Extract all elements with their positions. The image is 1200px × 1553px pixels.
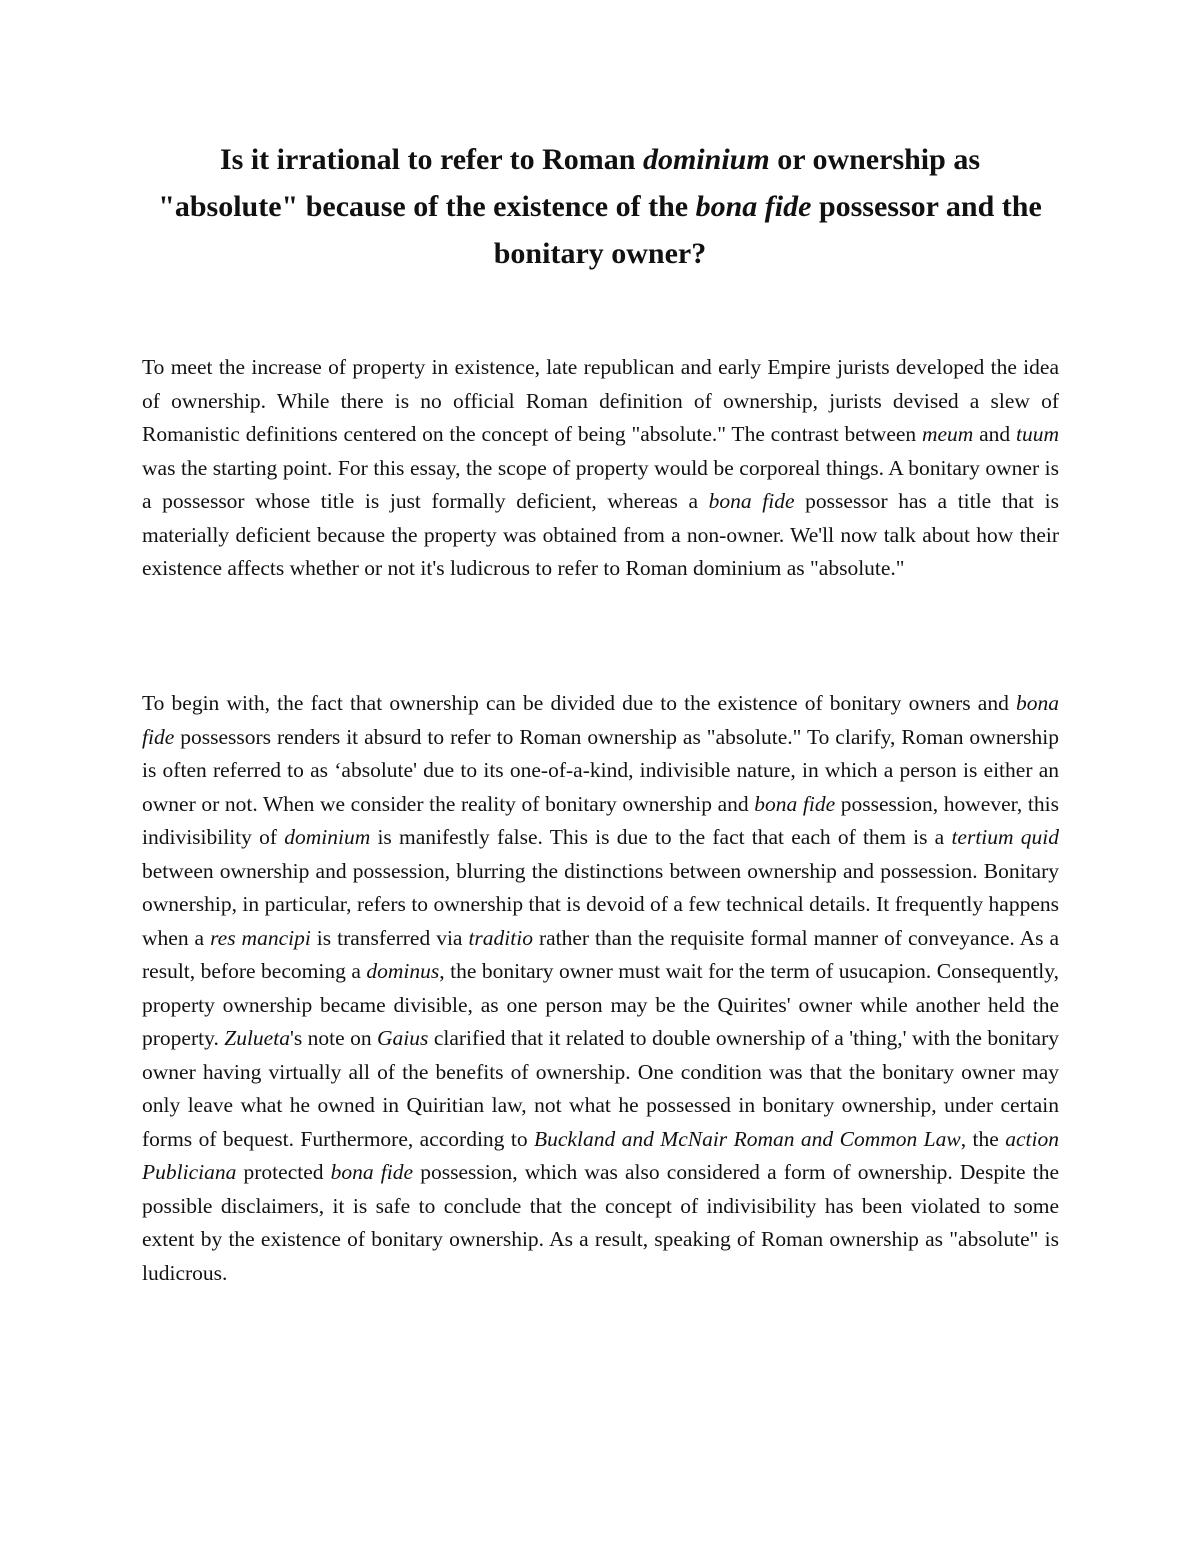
title-italic-term: bona fide <box>695 190 812 223</box>
italic-term: tertium quid <box>951 825 1059 849</box>
italic-term: dominium <box>284 825 371 849</box>
paragraph-text: possessor has a title that is materially deficient because the property was obtained from a non-owner. We'll now talk about how their existence affects whether or not it's ludicrous to refer to Roman dominium as "absolute." <box>142 489 1059 580</box>
italic-term: Zulueta <box>224 1026 290 1050</box>
italic-term: Gaius <box>377 1026 429 1050</box>
paragraph-text: 's note on <box>289 1026 378 1050</box>
paragraph-text: is manifestly false. This is due to the fact that each of them is a <box>370 825 952 849</box>
italic-term: Buckland and McNair Roman and Common Law <box>534 1126 961 1151</box>
paragraph-text: was the starting point. For this essay, the scope of property would be corporeal things. A bonitary owner is a possessor whose title is just formally deficient, whereas a <box>142 455 1059 513</box>
paragraph-text: protected <box>236 1160 331 1184</box>
paragraph-text: between ownership and possession, blurring the distinctions between ownership and possession. Bonitary ownership, in particular, refers to ownership that is devoid of a few technical details. It frequently happens when a <box>142 858 1059 950</box>
paragraph-text: is transferred via <box>310 925 469 950</box>
italic-term: bona fide <box>708 489 795 513</box>
italic-term: tuum <box>1015 422 1059 446</box>
italic-term: meum <box>921 422 974 446</box>
title-text: Is it irrational to refer to Roman <box>219 143 643 176</box>
paragraph-text: , the <box>960 1126 1006 1151</box>
title-text: possessor and the bonitary owner? <box>493 190 1042 270</box>
paragraph-text: , the bonitary owner must wait for the term of usucapion. Consequently, property ownership became divisible, as one person may be the Quirites' owner while another held the property. <box>142 959 1060 1050</box>
title-italic-term: dominium <box>642 143 770 176</box>
document-title <box>150 136 1050 277</box>
paragraph-text: possession, however, this indivisibility of <box>142 791 1059 849</box>
italic-term: traditio <box>468 925 533 950</box>
italic-term: bona fide <box>142 691 1059 749</box>
paragraph-text: and <box>973 422 1016 446</box>
paragraph-1 <box>142 351 1059 586</box>
italic-term: action Publiciana <box>142 1126 1059 1184</box>
italic-term: res mancipi <box>210 925 311 950</box>
italic-term: bona fide <box>330 1160 414 1184</box>
italic-term: dominus <box>366 959 440 983</box>
paragraph-text: To meet the increase of property in existence, late republican and early Empire jurists developed the idea of ownership. While there is no official Roman definition of ownership, jurists devised a slew of Romanistic definitions centered on the concept of being "absolute." The contrast between <box>142 355 1059 446</box>
paragraph-text: clarified that it related to double ownership of a 'thing,' with the bonitary owner having virtually all of the benefits of ownership. One condition was that the bonitary owner may only leave what he owned in Quiritian law, not what he possessed in bonitary ownership, under certain forms of bequest. Furthermore, according to <box>142 1026 1059 1151</box>
paragraph-text: possession, which was also considered a form of ownership. Despite the possible disclaimers, it is safe to conclude that the concept of indivisibility has been violated to some extent by the existence of bonitary ownership. As a result, speaking of Roman ownership as "absolute" is ludicrous. <box>142 1160 1059 1285</box>
italic-term: bona fide <box>754 791 836 816</box>
paragraph-text: To begin with, the fact that ownership can be divided due to the existence of bonitary owners and <box>142 691 1016 715</box>
paragraph-text: rather than the requisite formal manner of conveyance. As a result, before becoming a <box>142 925 1059 983</box>
title-text: or ownership as "absolute" because of the existence of the <box>158 143 980 223</box>
paragraph-text: possessors renders it absurd to refer to Roman ownership as "absolute." To clarify, Roman ownership is often referred to as ‘absolute' due to its one-of-a-kind, indivisible nature, in which a person is either an owner or not. When we consider the reality of bonitary ownership and <box>142 724 1059 816</box>
paragraph-2 <box>142 687 1059 1290</box>
